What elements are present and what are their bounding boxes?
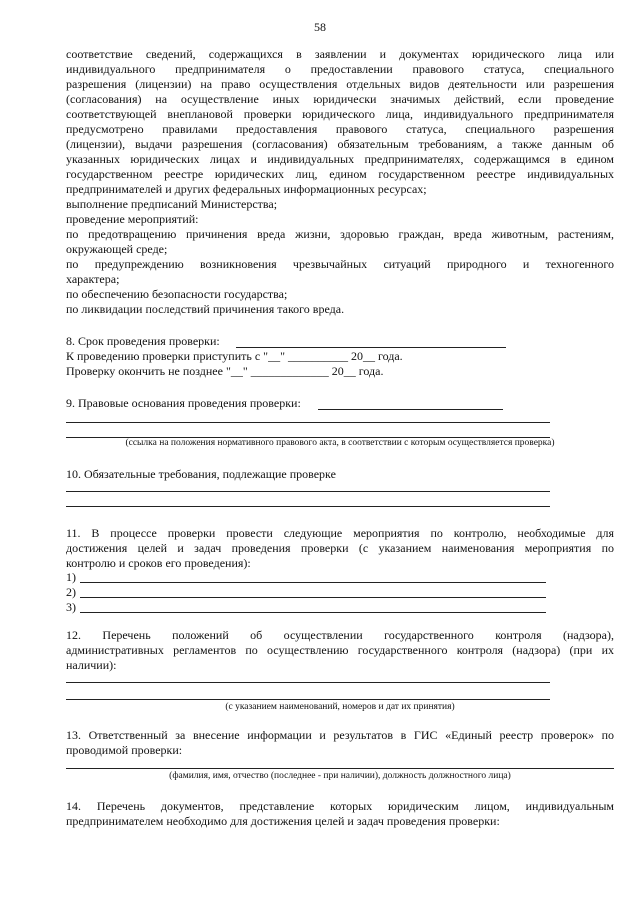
section-13-line: проводимой проверки: bbox=[66, 743, 183, 757]
section-12-text bbox=[66, 628, 614, 673]
list-line: проведение мероприятий: bbox=[66, 212, 199, 226]
tail-line: по ликвидации последствий причинения такого вреда. bbox=[66, 302, 345, 316]
section-13-fill-line[interactable] bbox=[66, 768, 614, 769]
section-11-text bbox=[66, 526, 614, 571]
list-line: выполнение предписаний Министерства; bbox=[66, 197, 278, 211]
intro-line: государственном реестре юридических лиц, едином государственном реестре индивидуальных bbox=[66, 167, 614, 181]
section-11-fill-line[interactable] bbox=[80, 597, 546, 598]
section-8-title: 8. Срок проведения проверки: bbox=[66, 334, 220, 348]
section-8-fill-line[interactable] bbox=[236, 347, 506, 348]
section-9-fill-line[interactable] bbox=[318, 409, 503, 410]
emergency-line: по предупреждению возникновения чрезвычайных ситуаций природного и техногенного bbox=[66, 257, 614, 271]
section-14-text bbox=[66, 799, 614, 829]
intro-paragraph bbox=[66, 47, 614, 317]
harm-line: окружающей среде; bbox=[66, 242, 168, 256]
section-8-start: К проведению проверки приступить с "__" __________ 20__ года. bbox=[66, 349, 403, 363]
emergency-line: характера; bbox=[66, 272, 120, 286]
section-12-caption: (с указанием наименований, номеров и дат их принятия) bbox=[225, 702, 455, 712]
section-12-line: наличии): bbox=[66, 658, 117, 672]
section-11-item-1: 1) bbox=[66, 570, 76, 584]
section-12-fill-line[interactable] bbox=[66, 699, 550, 700]
section-9-fill-line[interactable] bbox=[66, 422, 550, 423]
section-13-line: 13. Ответственный за внесение информации и результатов в ГИС «Единый реестр проверок» по bbox=[66, 728, 614, 742]
intro-line: предусмотрено правилами предоставления правового статуса, специального разрешения bbox=[66, 122, 614, 136]
section-9-caption: (ссылка на положения нормативного правового акта, в соответствии с которым осуществляется проверка) bbox=[125, 438, 555, 448]
section-12-line: 12. Перечень положений об осуществлении государственного контроля (надзора), bbox=[66, 628, 614, 642]
section-14-line: предпринимателем необходимо для достижения целей и задач проведения проверки: bbox=[66, 814, 500, 828]
section-14-line: 14. Перечень документов, представление которых юридическим лицом, индивидуальным bbox=[66, 799, 614, 813]
intro-line: соответствующей внеплановой проверки юридического лица, индивидуального предпринимателя bbox=[66, 107, 614, 121]
page-number: 58 bbox=[314, 20, 326, 34]
section-10-fill-line[interactable] bbox=[66, 491, 550, 492]
section-13-caption: (фамилия, имя, отчество (последнее - при наличии), должность должностного лица) bbox=[169, 771, 511, 781]
intro-line: соответствие сведений, содержащихся в заявлении и документах юридического лица или bbox=[66, 47, 614, 61]
intro-line: (согласования) на осуществление иных юридически значимых действий, если проведение bbox=[66, 92, 614, 106]
section-11-line: 11. В процессе проверки провести следующие мероприятия по контролю, необходимые для bbox=[66, 526, 614, 540]
section-11-line: достижения целей и задач проведения проверки (с указанием наименования мероприятия по bbox=[66, 541, 614, 555]
section-11-fill-line[interactable] bbox=[80, 582, 546, 583]
section-11-item-2: 2) bbox=[66, 585, 76, 599]
section-12-fill-line[interactable] bbox=[66, 682, 550, 683]
section-12-line: административных регламентов по осуществлению государственного контроля (надзора) (при их bbox=[66, 643, 614, 657]
section-11-item-3: 3) bbox=[66, 600, 76, 614]
intro-line: разрешения (лицензии) на право осуществления отдельных видов деятельности или разрешения bbox=[66, 77, 614, 91]
intro-line: предпринимателей и других федеральных информационных ресурсах; bbox=[66, 182, 427, 196]
intro-line: (лицензии), выдачи разрешения (согласования) обязательным требованиям, а также данным об bbox=[66, 137, 614, 151]
tail-line: по обеспечению безопасности государства; bbox=[66, 287, 288, 301]
intro-line: указанных юридических лицах и индивидуальных предпринимателях, содержащимся в едином bbox=[66, 152, 614, 166]
section-11-line: контролю и сроков его проведения): bbox=[66, 556, 251, 570]
section-8-end: Проверку окончить не позднее "__" _____________ 20__ года. bbox=[66, 364, 384, 378]
section-13-text bbox=[66, 728, 614, 758]
intro-line: индивидуального предпринимателя о предоставлении правового статуса, специального bbox=[66, 62, 614, 76]
section-9-title: 9. Правовые основания проведения проверки: bbox=[66, 396, 301, 410]
section-10-title: 10. Обязательные требования, подлежащие проверке bbox=[66, 467, 336, 481]
section-10-fill-line[interactable] bbox=[66, 506, 550, 507]
section-11-fill-line[interactable] bbox=[80, 612, 546, 613]
harm-line: по предотвращению причинения вреда жизни, здоровью граждан, вреда животным, растениям, bbox=[66, 227, 614, 241]
